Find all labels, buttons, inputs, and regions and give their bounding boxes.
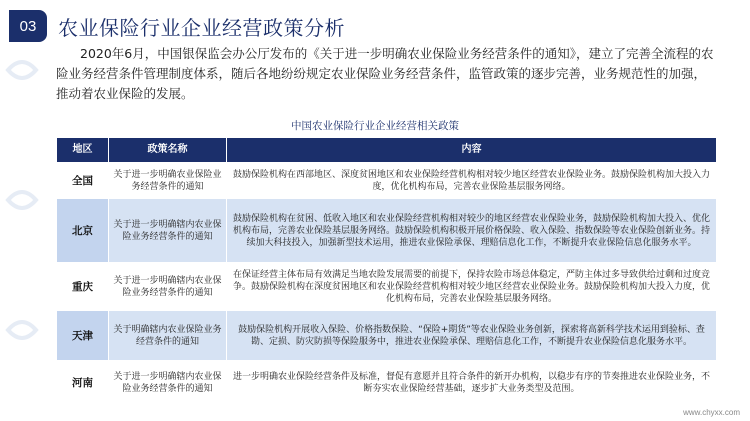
cell-policy: 关于进一步明确辖内农业保险业务经营条件的通知 xyxy=(109,361,227,405)
table-header-row xyxy=(57,138,717,163)
header-region: 地区 xyxy=(57,138,109,163)
cell-policy: 关于进一步明确辖内农业保险业务经营条件的通知 xyxy=(109,199,227,263)
section-number-badge: 03 xyxy=(9,10,47,42)
intro-paragraph xyxy=(56,44,716,104)
page-title: 农业保险行业企业经营政策分析 xyxy=(58,16,345,40)
cell-policy: 关于进一步明确农业保险业务经营条件的通知 xyxy=(109,163,227,199)
cell-region: 北京 xyxy=(57,199,109,263)
cell-content: 鼓励保险机构开展收入保险、价格指数保险、“保险+期货”等农业保险业务创新，探索将高新科学技术运用到验标、查勘、定损、防灾防损等保险服务中，推进农业保险承保、理赔信息化工作，不断提升农业保险信息化服务水平。 xyxy=(227,311,717,361)
header-policy: 政策名称 xyxy=(109,138,227,163)
cell-content: 进一步明确农业保险经营条件及标准，督促有意愿并且符合条件的新开办机构，以稳步有序的节奏推进农业保险业务，不断夯实农业保险经营基础，逐步扩大业务类型及范围。 xyxy=(227,361,717,405)
cell-content: 鼓励保险机构在贫困、低收入地区和农业保险经营机构相对较少的地区经营农业保险业务，鼓励保险机构加大投入、优化机构布局，完善农业保险基层服务网络。鼓励保险机构积极开展价格保险、收入保险、指数保险等农业保险创新业务。持续加大科技投入，加强新型技术运用，推进农业保险承保、理赔信息化工作，不断提升农业保险信息化服务水平。 xyxy=(227,199,717,263)
cell-content: 鼓励保险机构在西部地区、深度贫困地区和农业保险经营机构相对较少地区经营农业保险业务。鼓励保险机构加大投入力度，优化机构布局，完善农业保险基层服务网络。 xyxy=(227,163,717,199)
table-row xyxy=(57,361,717,405)
table-caption: 中国农业保险行业企业经营相关政策 xyxy=(291,120,459,132)
cell-policy: 关于进一步明确辖内农业保险业务经营条件的通知 xyxy=(109,263,227,311)
cell-policy: 关于明确辖内农业保险业务经营条件的通知 xyxy=(109,311,227,361)
table-row xyxy=(57,163,717,199)
cell-region: 全国 xyxy=(57,163,109,199)
table-row xyxy=(57,263,717,311)
cell-content: 在保证经营主体布局有效满足当地农险发展需要的前提下，保持农险市场总体稳定，严防主体过多导致供给过剩和过度竞争。鼓励保险机构在深度贫困地区和农业保险经营机构相对较少地区经营农业保险业务。鼓励保险机构加大投入力度，优化机构布局，完善农业保险基层服务网络。 xyxy=(227,263,717,311)
policy-table xyxy=(56,137,717,405)
watermark-logo xyxy=(0,0,60,421)
intro-text: 2020年6月，中国银保监会办公厅发布的《关于进一步明确农业保险业务经营条件的通知》，建立了完善全流程的农险业务经营条件管理制度体系，随后各地纷纷规定农业保险业务经营条件，监管政策的逐步完善，业务规范性的加强，推动着农业保险的发展。 xyxy=(56,46,714,101)
cell-region: 河南 xyxy=(57,361,109,405)
cell-region: 重庆 xyxy=(57,263,109,311)
table-row xyxy=(57,199,717,263)
table-row xyxy=(57,311,717,361)
cell-region: 天津 xyxy=(57,311,109,361)
footer-url: www.chyxx.com xyxy=(683,408,740,417)
header-content: 内容 xyxy=(227,138,717,163)
